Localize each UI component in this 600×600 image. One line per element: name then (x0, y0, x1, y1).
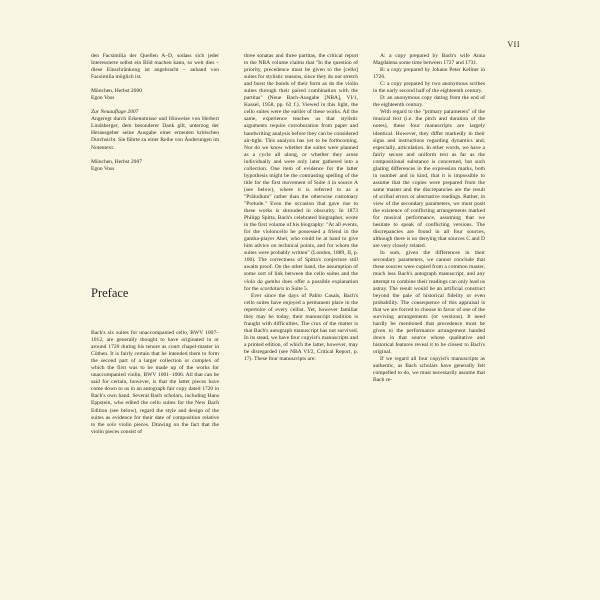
german-postscript-column (91, 53, 219, 173)
source-item-b: B: a copy prepared by Johann Peter Kellner in 1726. (373, 67, 485, 81)
text-run: violin pieces. Drawing on the fact that the violin pieces consist of (91, 421, 220, 435)
preface-paragraph (91, 330, 219, 436)
source-item-a: A: a copy prepared by Bach's wife Anna Magdalena some time between 1727 and 1731. (373, 53, 485, 67)
german-paragraph: den Facsimilia der Quellen A–D, sodass sich jeder Interessierte selbst ein Bild machen kann, so weit dies – diese Einschränkung ist angebracht – anhand von Facsimilia möglich ist. (91, 53, 219, 81)
body-paragraph: In sum, given the differences in their secondary parameters, we cannot conclude that these sources were copied from a common master, much less Bach's autograph manuscript, and any attempt to combine their readings can only lead us astray. The result would be an artificial construct beyond the pale of historical fidelity or even probability. The consequence of this appraisal is that we are forced to choose in favor of one of the surviving arrangements (or versions). It need hardly be mentioned that precedence must be given to the performance arrangement handed down in that source whose qualitative and historical features reveal it to be closest to Bach's original. (373, 250, 485, 355)
body-paragraph: Ever since the days of Pablo Casals, Bach's cello suites have enjoyed a permanent place in the repertoire of every cellist. Yet, however familiar they may be today, their manuscript tradition is fraught with difficulties. The crux of the matter is that Bach's autograph manuscript has not survived. In its stead, we have four copyist's manuscripts and a printed edition, of which the latter, however, may be disregarded (see NBA VI/2, Critical Report, p. 17). These four manuscripts are: (244, 292, 358, 363)
source-item-d: D: an anonymous copy dating from the end of the eighteenth century. (373, 95, 485, 109)
italic-term: viola da gamba (244, 278, 280, 285)
body-paragraph (244, 53, 358, 293)
preface-heading: Preface (91, 286, 129, 300)
middle-column (244, 53, 358, 363)
place-date: München, Herbst 2007 (91, 158, 142, 165)
text-run: Bach's six suites for unaccompanied cello, BWV 1007–1012, are generally thought to have originated in or around 1720 during his tenure as court chapel-master in Cöthen. It is fairly certain that he intended them to form the second part of a larger collection or complex of which the first was to be made up of the works for unaccompanied violin, BWV 1001–1006. All that can be said for certain, however, is that the latter pieces have come down to us in an autograph fair copy dated 1720 in Bach's own hand. Several Bach scholars, including Hans Eppstein, who edited the cello suites for the New Bach Edition (see below), regard the style and design of the suites as evidence for their date of composition relative to the (91, 330, 219, 428)
italic-term: scordatura (260, 285, 285, 292)
body-paragraph: With regard to the "primary parameters" of the musical text (i.e. the pitch and duration of the notes), these four manuscripts are largely identical. However, they differ markedly in their signs and instructions regarding dynamics and, especially, articulation. In other words, we have a fairly secure and uniform text as far as the compositional substance is concerned, but such glaring differences in the expression marks, both in number and in kind, that it is impossible to assume that the copies were prepared from the same master and the discrepancies are the result of scribal errors or alternative readings. Rather, in view of the secondary parameters, we must posit the existence of conflicting arrangements marked for musical performance, assuming that we hesitate to speak of conflicting versions. The discrepancies are found in all four sources, although there is no denying that sources C and D are very closely related. (373, 109, 485, 250)
author-signature: Egon Voss (91, 95, 115, 102)
place-date: München, Herbst 2000 (91, 88, 142, 95)
page-number: VII (507, 40, 520, 49)
preface-intro-column (91, 330, 219, 436)
text-run: in Suite 5. (284, 285, 309, 292)
author-signature: Egon Voss (91, 165, 115, 172)
text-run: three sonatas and three partitas, the critical report to the NBA volume claims that "In the question of priority, precedence must be given to the [cello] suites for stylistic reasons, since they do not stretch and burst the bonds of their form as do the violin suites through their paired combination with the partitas" (Neue Bach-Ausgabe [NBA], VI/1, Kassel, 1958, pp. 62 f.). Viewed in this light, the cello suites were the earlier of these works. All the same, experience teaches us that stylistic arguments require corroboration from paper and handwriting analysis before they can be considered air-tight. This analysis has yet to be forthcoming. Nor do we know whether the suites were planned as a cycle all along, or whether they arose individually and were only later gathered into a collection. One item of evidence for the latter hypothesis might be the contrasting spelling of the title for the first movement of Suite 4 in source A (see below), where it is referred to as a "Präludium" rather than the otherwise customary "Prelude." Even the occasion that gave rise to these works is shrouded in obscurity. In 1873 Philipp Spitta, Bach's celebrated biographer, wrote in the first volume of his biography: "At all events, for the violoncello he possessed a friend in the gamba-player Abel, who could be at hand to give him advice on technical points, and for whom the suites were probably written" (London, 1889, II, p. 100). The correctness of Spitta's conjecture still awaits proof. On the other hand, the assumption of some sort of link between the cello suites and the (244, 53, 358, 278)
source-item-c: C: a copy prepared by two anonymous scribes in the early second half of the eighteenth century. (373, 81, 485, 95)
right-column (373, 53, 485, 384)
reissue-heading: Zur Neuauflage 2007 (91, 109, 139, 116)
text-run: does offer a possible explanation for the (244, 278, 358, 292)
german-paragraph: Angeregt durch Erkenntnisse und Hinweise von Herbert Lindsberger, dem besonderer Dank gilt, unterzog der Herausgeber seine Ausgabe einer erneuten kritischen Durchsicht. Sie führte zu einer Reihe von Änderungen im Notentext. (91, 116, 220, 151)
body-paragraph: If we regard all four copyist's manuscripts as authentic, as Bach scholars have generally felt compelled to do, we must necessarily assume that Bach re- (373, 356, 485, 384)
italic-word: solo (106, 421, 117, 428)
